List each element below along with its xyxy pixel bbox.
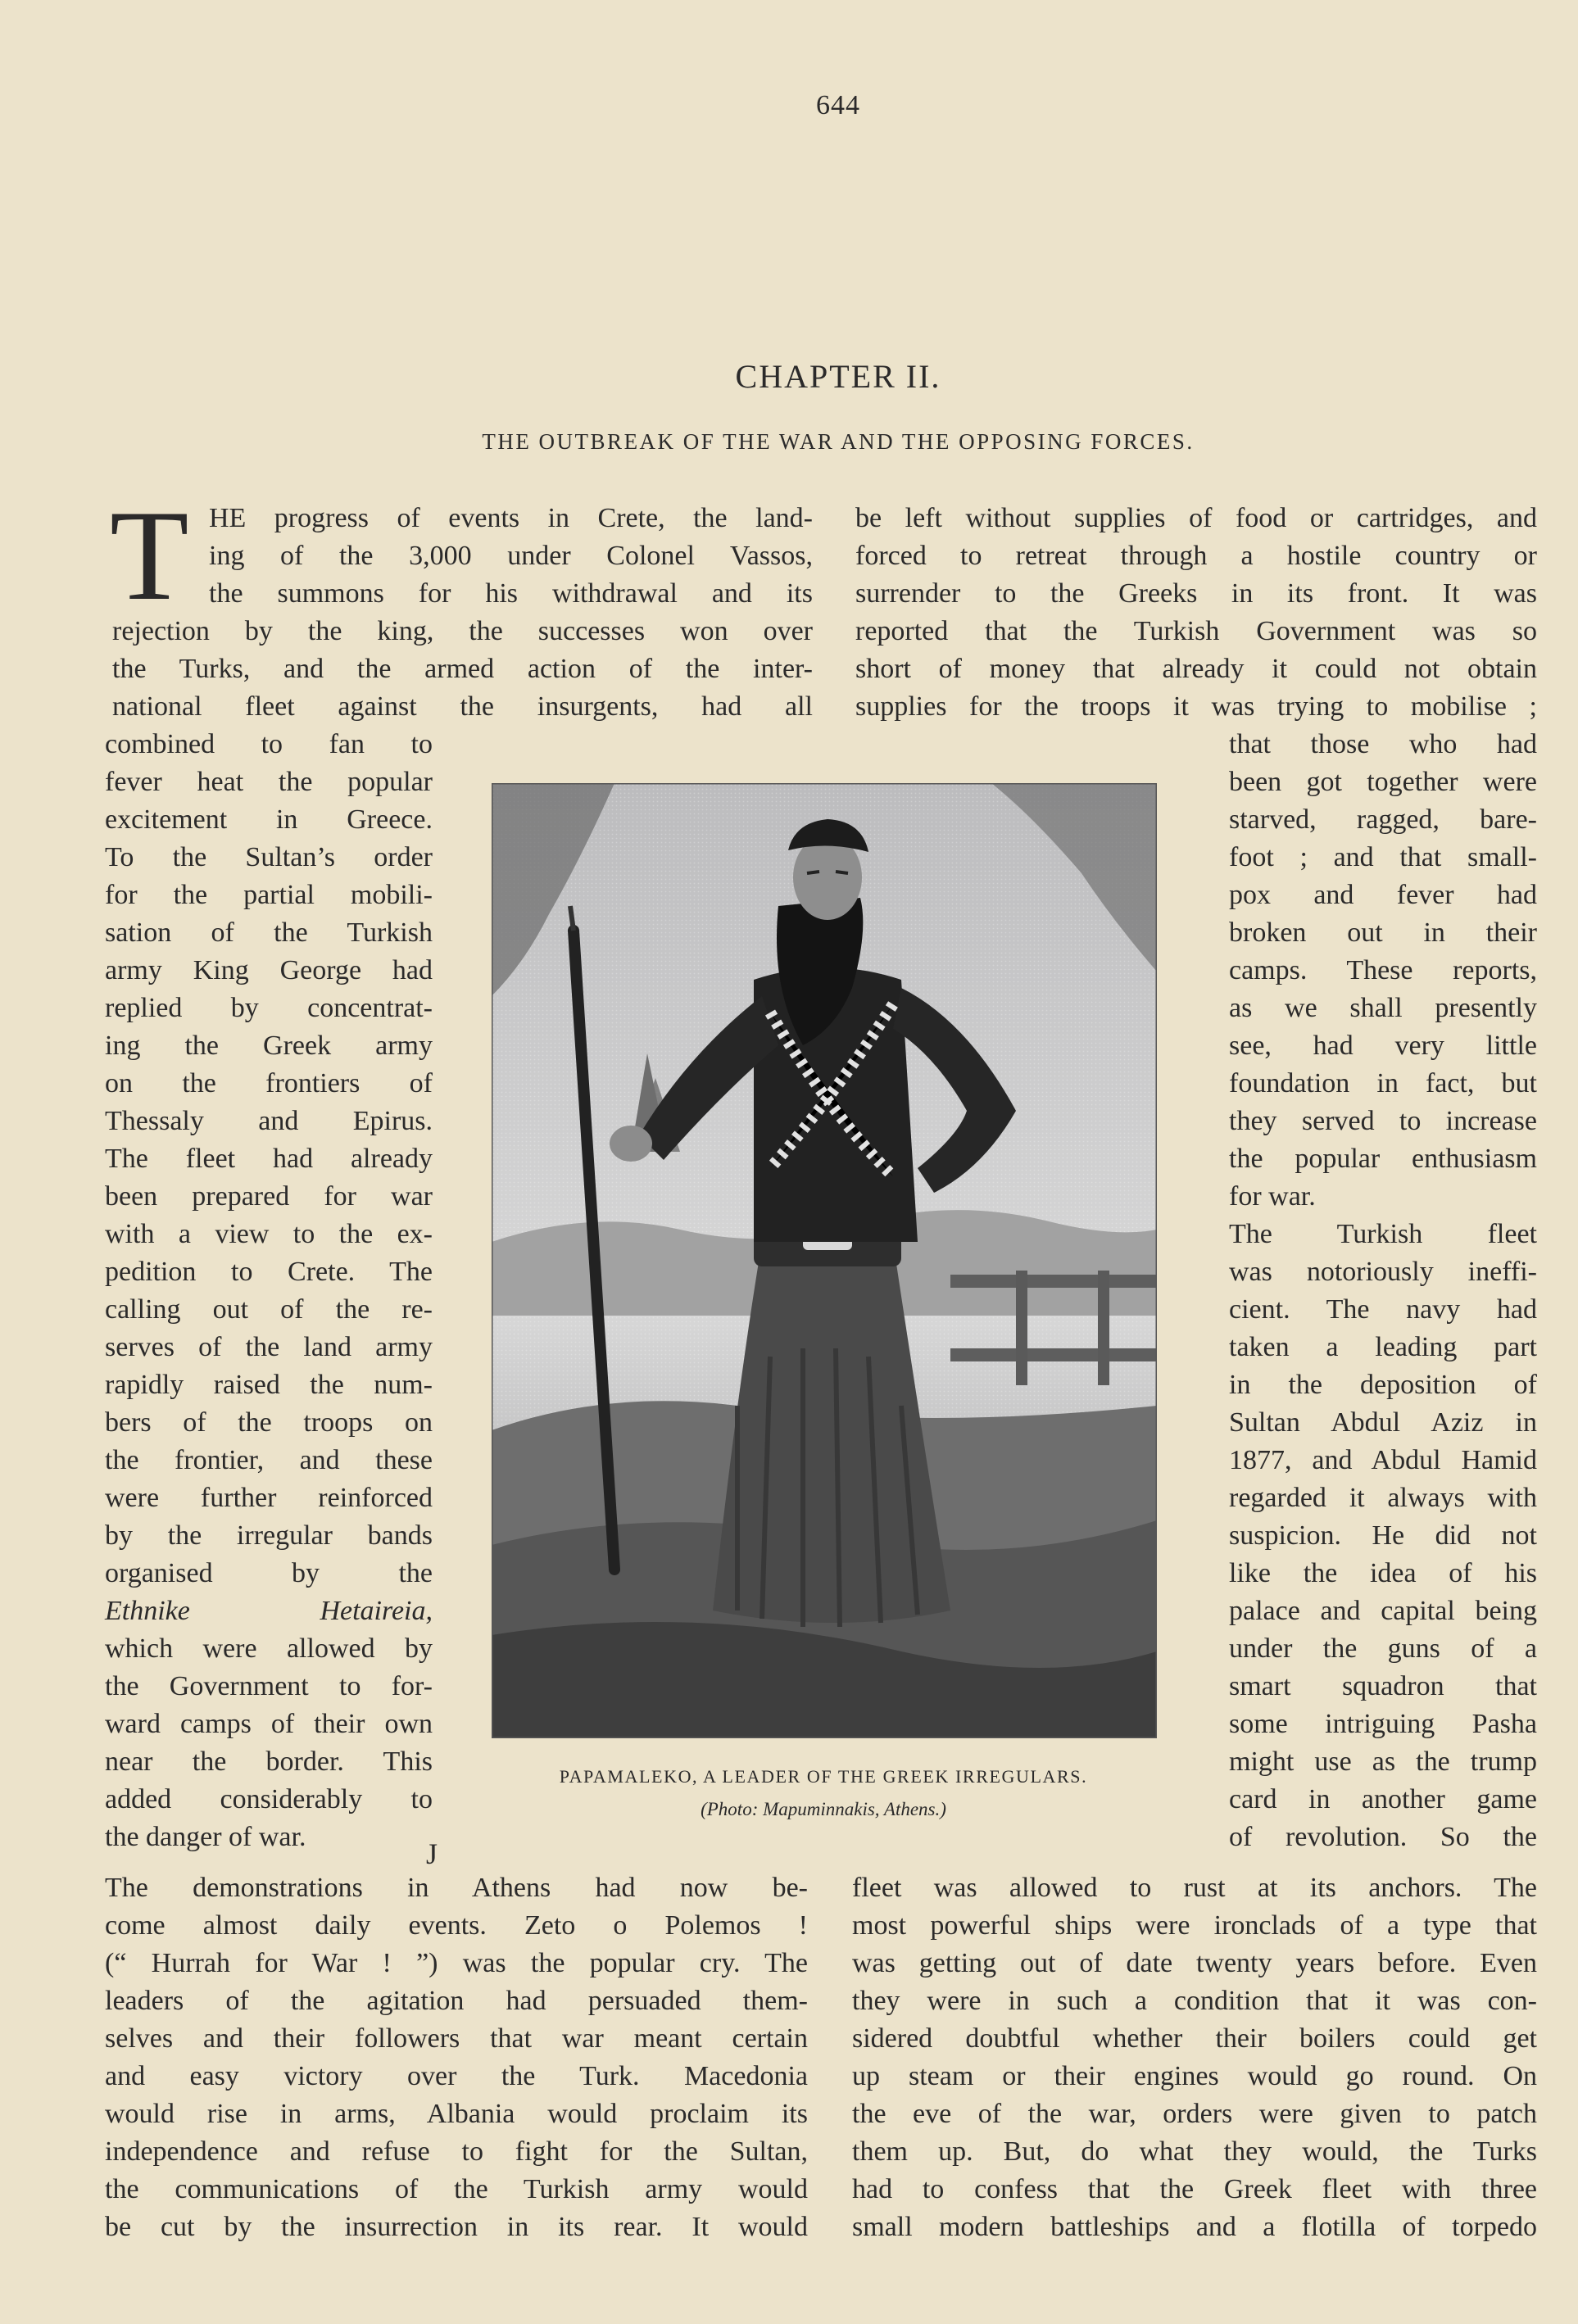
left-column-line: serves of the land army [105,1332,433,1362]
right-column-line: the popular enthusiasm [1229,1144,1537,1174]
left-column-line: with a view to the ex- [105,1219,433,1249]
right-column-line: The Turkish fleet [1229,1219,1537,1249]
left-column-line: come almost daily events. Zeto o Polemos ! [105,1910,808,1941]
right-column-line: Sultan Abdul Aziz in [1229,1407,1537,1438]
left-column-line: and easy victory over the Turk. Macedonia [105,2061,808,2091]
right-column-line: as we shall presently [1229,993,1537,1023]
right-column-line: of revolution. So the [1229,1822,1537,1852]
right-column-line: under the guns of a [1229,1633,1537,1664]
right-column-line: fleet was allowed to rust at its anchors. The [852,1873,1537,1903]
right-column-line: small modern battleships and a flotilla of torpedo [852,2212,1537,2242]
right-column-line: some intriguing Pasha [1229,1709,1537,1739]
figure-caption: PAPAMALEKO, A LEADER OF THE GREEK IRREGULARS. [559,1766,1088,1787]
right-column-line: they were in such a condition that it was con- [852,1986,1537,2016]
right-column-line: card in another game [1229,1784,1537,1814]
page-number: 644 [816,90,860,120]
left-column-line: bers of the troops on [105,1407,433,1438]
left-column-line: be cut by the insurrection in its rear. It would [105,2212,808,2242]
portrait-photo [492,783,1157,1738]
left-column-line: The fleet had already [105,1144,433,1174]
left-column-line: replied by concentrat- [105,993,433,1023]
right-column-line: surrender to the Greeks in its front. It was [855,578,1537,609]
left-column-line: excitement in Greece. [105,804,433,835]
right-column-line: palace and capital being [1229,1596,1537,1626]
left-column-line: been prepared for war [105,1181,433,1212]
right-column-line: broken out in their [1229,917,1537,948]
right-column-line: regarded it always with [1229,1483,1537,1513]
left-column-line: ing the Greek army [105,1031,433,1061]
left-column-line: on the frontiers of [105,1068,433,1099]
right-column-line: suspicion. He did not [1229,1520,1537,1551]
left-column-line: ing of the 3,000 under Colonel Vassos, [209,541,813,571]
left-column-line: rapidly raised the num- [105,1370,433,1400]
right-column-line: forced to retreat through a hostile country or [855,541,1537,571]
left-column-line: (“ Hurrah for War ! ”) was the popular cry. The [105,1948,808,1978]
right-column-line: might use as the trump [1229,1746,1537,1777]
right-column-line: was notoriously ineffi- [1229,1257,1537,1287]
stray-mark: J [426,1837,438,1870]
right-column-line: them up. But, do what they would, the Turks [852,2136,1537,2167]
left-column-line: organised by the [105,1558,433,1588]
left-column-line: added considerably to [105,1784,433,1814]
right-column-line: see, had very little [1229,1031,1537,1061]
right-column-line: be left without supplies of food or cartridges, and [855,503,1537,533]
right-column-line: for war. [1229,1181,1316,1212]
left-column-line: selves and their followers that war meant certain [105,2023,808,2054]
left-column-line: Ethnike Hetaireia, [105,1596,433,1626]
right-column-line: most powerful ships were ironclads of a type that [852,1910,1537,1941]
right-column-line: starved, ragged, bare- [1229,804,1537,835]
right-column-line: pox and fever had [1229,880,1537,910]
left-column-line: for the partial mobili- [105,880,433,910]
left-column-line: pedition to Crete. The [105,1257,433,1287]
right-column-line: camps. These reports, [1229,955,1537,985]
right-column-line: like the idea of his [1229,1558,1537,1588]
left-column-line: To the Sultan’s order [105,842,433,872]
left-column-line: the danger of war. [105,1822,306,1852]
chapter-title: CHAPTER II. [735,358,941,395]
right-column-line: the eve of the war, orders were given to patch [852,2099,1537,2129]
right-column-line: had to confess that the Greek fleet with three [852,2174,1537,2204]
right-column-line: foundation in fact, but [1229,1068,1537,1099]
left-column-line: near the border. This [105,1746,433,1777]
left-column-line: the frontier, and these [105,1445,433,1475]
right-column-line: cient. The navy had [1229,1294,1537,1325]
left-column-line: national fleet against the insurgents, had all [112,691,813,722]
left-column-line: leaders of the agitation had persuaded them- [105,1986,808,2016]
left-column-line: HE progress of events in Crete, the land- [209,503,813,533]
right-column-line: taken a leading part [1229,1332,1537,1362]
right-column-line: sidered doubtful whether their boilers could get [852,2023,1537,2054]
drop-cap: T [110,484,189,627]
right-column-line: they served to increase [1229,1106,1537,1136]
left-column-line: sation of the Turkish [105,917,433,948]
left-column-line: which were allowed by [105,1633,433,1664]
left-column-line: the Turks, and the armed action of the inter- [112,654,813,684]
right-column-line: up steam or their engines would go round. On [852,2061,1537,2091]
left-column-line: the summons for his withdrawal and its [209,578,813,609]
left-column-line: fever heat the popular [105,767,433,797]
left-column-line: were further reinforced [105,1483,433,1513]
left-column-line: ward camps of their own [105,1709,433,1739]
right-column-line: been got together were [1229,767,1537,797]
right-column-line: foot ; and that small- [1229,842,1537,872]
left-column-line: independence and refuse to fight for the Sultan, [105,2136,808,2167]
left-column-line: army King George had [105,955,433,985]
right-column-line: in the deposition of [1229,1370,1537,1400]
figure-credit: (Photo: Mapuminnakis, Athens.) [701,1799,946,1819]
left-column-line: combined to fan to [105,729,433,759]
left-column-line: the communications of the Turkish army would [105,2174,808,2204]
left-column-line: The demonstrations in Athens had now be- [105,1873,808,1903]
left-column-line: Thessaly and Epirus. [105,1106,433,1136]
left-column-line: by the irregular bands [105,1520,433,1551]
right-column-line: that those who had [1229,729,1537,759]
left-column-line: the Government to for- [105,1671,433,1701]
right-column-line: was getting out of date twenty years before. Even [852,1948,1537,1978]
right-column-line: supplies for the troops it was trying to mobilise ; [855,691,1537,722]
left-column-line: calling out of the re- [105,1294,433,1325]
right-column-line: reported that the Turkish Government was so [855,616,1537,646]
right-column-line: 1877, and Abdul Hamid [1229,1445,1537,1475]
right-column-line: short of money that already it could not obtain [855,654,1537,684]
left-column-line: would rise in arms, Albania would proclaim its [105,2099,808,2129]
chapter-subtitle: THE OUTBREAK OF THE WAR AND THE OPPOSING FORCES. [482,429,1195,454]
left-column-line: rejection by the king, the successes won over [112,616,813,646]
right-column-line: smart squadron that [1229,1671,1537,1701]
